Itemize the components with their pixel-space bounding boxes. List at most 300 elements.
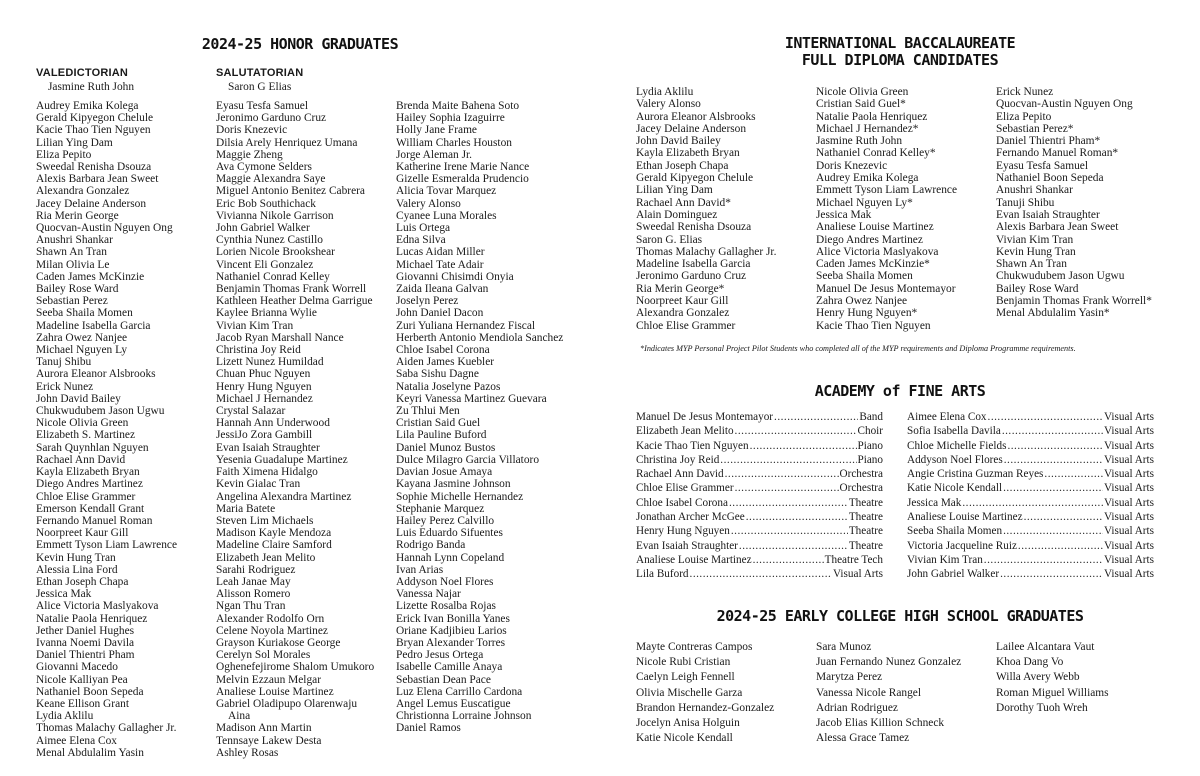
list-item: Kacie Thao Tien Nguyen: [36, 124, 151, 137]
fine-arts-row: [907, 496, 1154, 510]
list-item: Daniel Thientri Pham: [36, 649, 135, 662]
list-item: Erick Nunez: [996, 86, 1054, 98]
fine-arts-column-1: [636, 410, 883, 582]
list-item: Henry Hung Nguyen: [216, 380, 312, 393]
list-item: Evan Isaiah Straughter: [216, 441, 320, 454]
program-name: Visual Arts: [1104, 453, 1154, 466]
program-name: Visual Arts: [1104, 411, 1154, 423]
list-item: Willa Avery Webb: [996, 671, 1080, 684]
dot-leader: [750, 439, 857, 453]
list-item: Lorien Nicole Brookshear: [216, 246, 335, 259]
list-item: Michael J Hernandez: [216, 392, 313, 405]
list-item: Alexander Rodolfo Orn: [216, 612, 325, 625]
program-name: Visual Arts: [1104, 568, 1154, 581]
list-item: Sebastian Perez: [36, 295, 108, 308]
student-name: Angie Cristina Guzman Reyes: [907, 468, 1044, 481]
list-item: Valery Alonso: [396, 197, 461, 210]
list-item: Diego Andres Martinez: [36, 478, 143, 491]
list-item: Henry Hung Nguyen*: [816, 307, 918, 320]
honor-list-1: [36, 100, 211, 759]
list-item: Gabriel Oladipupo Olarenwaju: [216, 697, 358, 710]
student-name: Vivian Kim Tran: [907, 553, 983, 566]
list-item: Kaylee Brianna Wylie: [216, 307, 317, 320]
list-item: Edna Silva: [396, 234, 446, 247]
list-item: Evan Isaiah Straughter: [996, 208, 1100, 221]
list-item: Diego Andres Martinez: [816, 233, 923, 246]
fine-arts-row: [907, 567, 1154, 581]
list-item: Roman Miguel Williams: [996, 686, 1109, 699]
list-item: Noorpreet Kaur Gill: [636, 295, 729, 308]
list-item: Aina: [228, 710, 251, 723]
fine-arts-title: ACADEMY of FINE ARTS: [814, 382, 986, 400]
list-item: Emmett Tyson Liam Lawrence: [816, 184, 958, 197]
list-item: Giovanni Macedo: [36, 661, 118, 674]
fine-arts-row: [636, 467, 883, 481]
list-item: Eric Bob Southichack: [216, 197, 316, 210]
ib-title-line-1: INTERNATIONAL BACCALAUREATE: [784, 34, 1016, 52]
program-name: Theatre: [848, 539, 883, 552]
fine-arts-row: [907, 539, 1154, 553]
list-item: Caelyn Leigh Fennell: [636, 671, 735, 684]
list-item: Kayla Elizabeth Bryan: [636, 147, 740, 160]
list-item: Zaida Ileana Galvan: [396, 283, 489, 296]
dot-leader: [746, 510, 848, 524]
student-name: Evan Isaiah Straughter: [636, 539, 738, 552]
list-item: Isabelle Camille Anaya: [396, 661, 503, 674]
program-name: Visual Arts: [1104, 482, 1154, 495]
list-item: Rachael Ann David: [36, 453, 126, 466]
list-item: Katie Nicole Kendall: [636, 732, 733, 745]
program-name: Piano: [857, 453, 883, 466]
list-item: Ivanna Noemi Davila: [36, 636, 135, 649]
list-item: Khoa Dang Vo: [996, 656, 1064, 669]
list-item: Mayte Contreras Campos: [636, 641, 753, 653]
list-item: Chukwudubem Jason Ugwu: [36, 405, 165, 418]
list-item: Olivia Mischelle Garza: [636, 686, 743, 699]
honor-column-1: [36, 66, 211, 759]
ib-column-1: [636, 86, 814, 332]
program-name: Visual Arts: [1104, 553, 1154, 566]
list-item: Elizabeth S. Martinez: [36, 429, 136, 442]
list-item: Davian Josue Amaya: [396, 466, 493, 479]
list-item: Dorothy Tuoh Wreh: [996, 701, 1088, 714]
fine-arts-row: [907, 424, 1154, 438]
list-item: Jocelyn Anisa Holguin: [636, 717, 740, 730]
list-item: Bailey Rose Ward: [996, 282, 1079, 295]
list-item: Zuri Yuliana Hernandez Fiscal: [396, 319, 536, 332]
list-item: Noorpreet Kaur Gill: [36, 527, 129, 540]
fine-arts-row: [907, 467, 1154, 481]
list-item: Hannah Lynn Copeland: [396, 551, 505, 564]
list-item: Juan Fernando Nunez Gonzalez: [816, 656, 962, 669]
list-item: Marytza Perez: [816, 671, 883, 684]
fine-arts-row: [636, 567, 883, 581]
list-item: Madison Kayle Mendoza: [216, 527, 332, 540]
list-item: Hailey Sophia Izaguirre: [396, 112, 505, 125]
dot-leader: [1018, 539, 1103, 553]
program-name: Visual Arts: [1104, 539, 1154, 552]
list-item: Erick Ivan Bonilla Yanes: [396, 612, 510, 625]
list-item: Jacey Delaine Anderson: [636, 122, 747, 135]
list-item: Zahra Owez Nanjee: [816, 295, 908, 308]
list-item: Kathleen Heather Delma Garrigue: [216, 295, 373, 308]
student-name: Analiese Louise Martinez: [907, 511, 1023, 524]
list-item: Jasmine Ruth John: [816, 135, 903, 148]
list-item: Anushri Shankar: [36, 234, 113, 247]
list-item: Lydia Aklilu: [36, 710, 94, 723]
list-item: Ava Cymone Selders: [216, 161, 312, 174]
student-name: Addyson Noel Flores: [907, 453, 1003, 466]
fine-arts-row: [636, 410, 883, 424]
list-item: Tennsaye Lakew Desta: [216, 734, 322, 747]
list-item: Alicia Tovar Marquez: [396, 185, 497, 198]
list-item: Alice Victoria Maslyakova: [816, 245, 939, 258]
list-item: Milan Olivia Le: [36, 258, 110, 271]
list-item: William Charles Houston: [396, 136, 512, 149]
list-item: Vincent Eli Gonzalez: [216, 258, 314, 271]
list-item: Hailey Perez Calvillo: [396, 514, 495, 527]
list-item: Jether Daniel Hughes: [36, 624, 135, 637]
student-name: Elizabeth Jean Melito: [636, 425, 734, 438]
list-item: Melvin Ezzaun Melgar: [216, 673, 322, 686]
list-item: Christina Joy Reid: [216, 344, 301, 357]
list-item: Analiese Louise Martinez: [816, 221, 934, 234]
list-item: Zu Thlui Men: [396, 405, 460, 418]
list-item: Aimee Elena Cox: [36, 734, 117, 747]
list-item: Keyri Vanessa Martinez Guevara: [396, 392, 547, 405]
fine-arts-row: [907, 524, 1154, 538]
list-item: Ngan Thu Tran: [216, 600, 286, 613]
student-name: Analiese Louise Martinez: [636, 553, 752, 566]
list-item: Luis Eduardo Sifuentes: [396, 527, 503, 540]
list-item: Zahra Owez Nanjee: [36, 331, 128, 344]
list-item: Sweedal Renisha Dsouza: [36, 161, 152, 174]
list-item: Ethan Joseph Chapa: [36, 575, 129, 588]
ib-title-line-2: FULL DIPLOMA CANDIDATES: [801, 51, 999, 69]
list-item: Daniel Thientri Pham*: [996, 135, 1101, 148]
list-item: Madison Ann Martin: [216, 722, 312, 735]
valedictorian-name: Jasmine Ruth John: [48, 81, 135, 93]
list-item: Kacie Thao Tien Nguyen: [816, 319, 931, 332]
list-item: Benjamin Thomas Frank Worrell: [216, 283, 367, 296]
list-item: Alexandra Gonzalez: [36, 185, 130, 198]
list-item: Aiden James Kuebler: [396, 356, 495, 369]
fine-arts-row: [636, 524, 883, 538]
list-item: Leah Janae May: [216, 575, 291, 588]
list-item: Pedro Jesus Ortega: [396, 649, 484, 662]
list-item: Lailee Alcantara Vaut: [996, 641, 1095, 653]
list-item: Analiese Louise Martinez: [216, 685, 334, 698]
list-item: Lydia Aklilu: [636, 86, 694, 98]
list-item: Maria Batete: [216, 502, 276, 515]
list-item: Vivianna Nikole Garrison: [216, 209, 334, 222]
list-item: Ria Merin George: [36, 209, 119, 222]
list-item: Herberth Antonio Mendiola Sanchez: [396, 331, 564, 344]
dot-leader: [1044, 467, 1103, 481]
list-item: Angelina Alexandra Martinez: [216, 490, 352, 503]
fine-arts-row: [636, 496, 883, 510]
dot-leader: [1002, 424, 1103, 438]
program-name: Orchestra: [839, 482, 883, 495]
student-name: Aimee Elena Cox: [907, 411, 987, 423]
list-item: Gerald Kipyegon Chelule: [36, 112, 154, 125]
list-item: Ethan Joseph Chapa: [636, 159, 729, 172]
list-item: John David Bailey: [636, 135, 721, 148]
dot-leader: [735, 424, 857, 438]
list-item: Audrey Emika Kolega: [36, 100, 139, 112]
list-item: Emerson Kendall Grant: [36, 502, 145, 515]
dot-leader: [984, 553, 1103, 567]
list-item: Christionna Lorraine Johnson: [396, 710, 532, 723]
dot-leader: [1024, 510, 1103, 524]
list-item: Michael J Hernandez*: [816, 122, 919, 135]
list-item: Alessa Grace Tamez: [816, 732, 910, 745]
program-name: Theatre: [848, 525, 883, 538]
list-item: Oghenefejirome Shalom Umukoro: [216, 661, 375, 674]
dot-leader: [962, 496, 1103, 510]
program-name: Visual Arts: [833, 568, 883, 581]
list-item: Manuel De Jesus Montemayor: [816, 282, 956, 295]
student-name: Sofia Isabella Davila: [907, 425, 1001, 438]
list-item: Jacey Delaine Anderson: [36, 197, 147, 210]
list-item: Brenda Maite Bahena Soto: [396, 100, 520, 112]
list-item: Caden James McKinzie: [36, 270, 145, 283]
student-name: Chloe Michelle Fields: [907, 439, 1007, 452]
list-item: Aurora Eleanor Alsbrooks: [36, 368, 156, 381]
student-name: Manuel De Jesus Montemayor: [636, 411, 774, 423]
program-name: Theatre Tech: [824, 553, 883, 566]
list-item: Sebastian Dean Pace: [396, 673, 491, 686]
program-name: Visual Arts: [1104, 439, 1154, 452]
student-name: Jessica Mak: [907, 496, 962, 509]
list-item: Bryan Alexander Torres: [396, 636, 506, 649]
list-item: Seeba Shaila Momen: [816, 270, 913, 283]
list-item: Oriane Kadjibieu Larios: [396, 624, 507, 637]
list-item: Hannah Ann Underwood: [216, 417, 330, 430]
fine-arts-row: [636, 453, 883, 467]
list-item: Addyson Noel Flores: [396, 575, 494, 588]
list-item: Brandon Hernandez-Gonzalez: [636, 701, 775, 714]
list-item: Crystal Salazar: [216, 405, 286, 418]
early-college-title: 2024-25 EARLY COLLEGE HIGH SCHOOL GRADUATES: [716, 607, 1084, 625]
list-item: Nathaniel Boon Sepeda: [996, 172, 1104, 185]
list-item: Tanuj Shibu: [36, 356, 92, 369]
honor-list-2: [216, 100, 396, 759]
program-name: Theatre: [848, 496, 883, 509]
list-item: Dilsia Arely Henriquez Umana: [216, 136, 358, 149]
list-item: Emmett Tyson Liam Lawrence: [36, 539, 178, 552]
list-item: Natalia Joselyne Pazos: [396, 380, 501, 393]
student-name: Chloe Isabel Corona: [636, 496, 728, 509]
list-item: Dulce Milagro Garcia Villatoro: [396, 453, 540, 466]
program-name: Choir: [857, 425, 883, 438]
list-item: Kayana Jasmine Johnson: [396, 478, 511, 491]
program-name: Band: [859, 411, 883, 423]
list-item: Stephanie Marquez: [396, 502, 485, 515]
list-item: Jessica Mak: [816, 208, 872, 221]
list-item: Luis Ortega: [396, 222, 451, 235]
list-item: Nathaniel Boon Sepeda: [36, 685, 144, 698]
list-item: Daniel Ramos: [396, 722, 461, 735]
list-item: Caden James McKinzie*: [816, 258, 930, 271]
dot-leader: [1004, 453, 1103, 467]
program-name: Orchestra: [839, 468, 883, 481]
student-name: Lila Buford: [636, 568, 689, 581]
list-item: Jeronimo Garduno Cruz: [216, 112, 327, 125]
dot-leader: [729, 496, 848, 510]
program-name: Visual Arts: [1104, 425, 1154, 438]
list-item: Eyasu Tesfa Samuel: [996, 159, 1088, 172]
list-item: Anushri Shankar: [996, 184, 1073, 197]
list-item: Madeline Claire Samford: [216, 539, 332, 552]
list-item: Ashley Rosas: [216, 746, 279, 759]
student-name: Henry Hung Nguyen: [636, 525, 730, 538]
list-item: Alexis Barbara Jean Sweet: [996, 221, 1119, 234]
dot-leader: [1000, 567, 1103, 581]
list-item: Vanessa Nicole Rangel: [816, 686, 922, 699]
list-item: Alessia Lina Ford: [36, 563, 118, 576]
list-item: Jacob Ryan Marshall Nance: [216, 331, 344, 344]
list-item: Erick Nunez: [36, 380, 94, 393]
student-name: Chloe Elise Grammer: [636, 482, 734, 495]
list-item: Sarahi Rodriguez: [216, 563, 296, 576]
program-name: Visual Arts: [1104, 525, 1154, 538]
student-name: Seeba Shaila Momen: [907, 525, 1003, 538]
list-item: Shawn An Tran: [36, 246, 107, 259]
list-item: Kevin Gialac Tran: [216, 478, 301, 491]
list-item: Elizabeth Jean Melito: [216, 551, 316, 564]
list-item: Celene Noyola Martinez: [216, 624, 328, 637]
list-item: Alexis Barbara Jean Sweet: [36, 173, 159, 186]
list-item: Michael Tate Adair: [396, 258, 484, 271]
list-item: JessiJo Zora Gambill: [216, 429, 313, 442]
list-item: Sweedal Renisha Dsouza: [636, 221, 752, 234]
ib-column-3: [996, 86, 1176, 320]
student-name: Victoria Jacqueline Ruiz: [907, 539, 1017, 552]
early-college-column-2: [816, 640, 996, 746]
list-item: Quocvan-Austin Nguyen Ong: [996, 98, 1133, 111]
list-item: Benjamin Thomas Frank Worrell*: [996, 295, 1152, 308]
program-name: Piano: [857, 439, 883, 452]
program-name: Visual Arts: [1104, 496, 1154, 509]
student-name: Christina Joy Reid: [636, 453, 720, 466]
list-item: Shawn An Tran: [996, 258, 1067, 271]
list-item: Aurora Eleanor Alsbrooks: [636, 110, 756, 123]
list-item: Doris Knezevic: [216, 124, 288, 137]
dot-leader: [735, 481, 839, 495]
list-item: Giovanni Chisimdi Onyia: [396, 270, 514, 283]
fine-arts-row: [907, 410, 1154, 424]
dot-leader: [731, 524, 848, 538]
dot-leader: [1003, 524, 1103, 538]
list-item: Fernando Manuel Roman*: [996, 147, 1119, 160]
list-item: John Daniel Dacon: [396, 307, 484, 320]
list-item: Lila Pauline Buford: [396, 429, 487, 442]
program-name: Visual Arts: [1104, 511, 1154, 524]
list-item: Kevin Hung Tran: [36, 551, 116, 564]
list-item: Miguel Antonio Benitez Cabrera: [216, 185, 365, 198]
list-item: Saron G. Elias: [636, 233, 703, 246]
list-item: Doris Knezevic: [816, 159, 888, 172]
dot-leader: [753, 553, 824, 567]
list-item: Rodrigo Banda: [396, 539, 466, 552]
honor-graduates-title: 2024-25 HONOR GRADUATES: [201, 35, 399, 53]
list-item: Ivan Arias: [396, 563, 444, 576]
fine-arts-column-2: [907, 410, 1154, 582]
program-name: Visual Arts: [1104, 468, 1154, 481]
list-item: Ria Merin George*: [636, 282, 725, 295]
list-item: Luz Elena Carrillo Cardona: [396, 685, 523, 698]
list-item: Nicole Olivia Green: [36, 417, 129, 430]
list-item: Jorge Aleman Jr.: [396, 148, 473, 161]
fine-arts-row: [636, 510, 883, 524]
list-item: Bailey Rose Ward: [36, 283, 119, 296]
list-item: Michael Nguyen Ly*: [816, 196, 913, 209]
ib-title: [600, 35, 1200, 69]
program-name: Theatre: [848, 511, 883, 524]
list-item: Rachael Ann David*: [636, 196, 731, 209]
list-item: Sebastian Perez*: [996, 122, 1074, 135]
list-item: Gizelle Esmeralda Prudencio: [396, 173, 529, 186]
list-item: Thomas Malachy Gallagher Jr.: [36, 722, 177, 735]
list-item: John David Bailey: [36, 392, 121, 405]
list-item: Keane Ellison Grant: [36, 697, 129, 710]
list-item: Joselyn Perez: [396, 295, 459, 308]
list-item: Grayson Kuriakose George: [216, 636, 341, 649]
student-name: Katie Nicole Kendall: [907, 482, 1003, 495]
list-item: Alisson Romero: [216, 588, 291, 601]
list-item: Audrey Emika Kolega: [816, 172, 919, 185]
student-name: Jonathan Archer McGee: [636, 511, 745, 524]
list-item: Adrian Rodriguez: [816, 701, 898, 714]
list-item: Natalie Paola Henriquez: [36, 612, 148, 625]
list-item: Holly Jane Frame: [396, 124, 477, 137]
list-item: Vivian Kim Tran: [216, 319, 294, 332]
dot-leader: [720, 453, 856, 467]
list-item: Saba Sishu Dagne: [396, 368, 479, 381]
list-item: Cynthia Nunez Castillo: [216, 234, 323, 247]
list-item: Jacob Elias Killion Schneck: [816, 717, 945, 730]
list-item: Cristian Said Guel*: [816, 98, 906, 111]
student-name: Kacie Thao Tien Nguyen: [636, 439, 749, 452]
dot-leader: [774, 410, 858, 424]
early-college-column-1: [636, 640, 816, 746]
dot-leader: [988, 410, 1103, 424]
fine-arts-row: [636, 481, 883, 495]
list-item: Alexandra Gonzalez: [636, 307, 730, 320]
salutatorian-name: Saron G Elias: [228, 81, 292, 93]
dot-leader: [739, 539, 848, 553]
list-item: Nathaniel Conrad Kelley: [216, 270, 330, 283]
fine-arts-row: [636, 553, 883, 567]
list-item: Cerelyn Sol Morales: [216, 649, 311, 662]
list-item: Jeronimo Garduno Cruz: [636, 270, 747, 283]
list-item: Lizette Rosalba Rojas: [396, 600, 496, 613]
list-item: Fernando Manuel Roman: [36, 514, 153, 527]
list-item: Vivian Kim Tran: [996, 233, 1074, 246]
list-item: Alice Victoria Maslyakova: [36, 600, 159, 613]
fine-arts-row: [636, 539, 883, 553]
honor-list-3: [396, 100, 586, 735]
list-item: Menal Abdulalim Yasin*: [996, 307, 1110, 320]
list-item: Lizett Nunez Humildad: [216, 356, 324, 369]
list-item: Lucas Aidan Miller: [396, 246, 485, 259]
early-college-column-3: [996, 640, 1176, 716]
list-item: Kayla Elizabeth Bryan: [36, 466, 140, 479]
fine-arts-row: [907, 553, 1154, 567]
ib-column-2: [816, 86, 994, 332]
salutatorian-label: SALUTATORIAN: [216, 67, 304, 79]
